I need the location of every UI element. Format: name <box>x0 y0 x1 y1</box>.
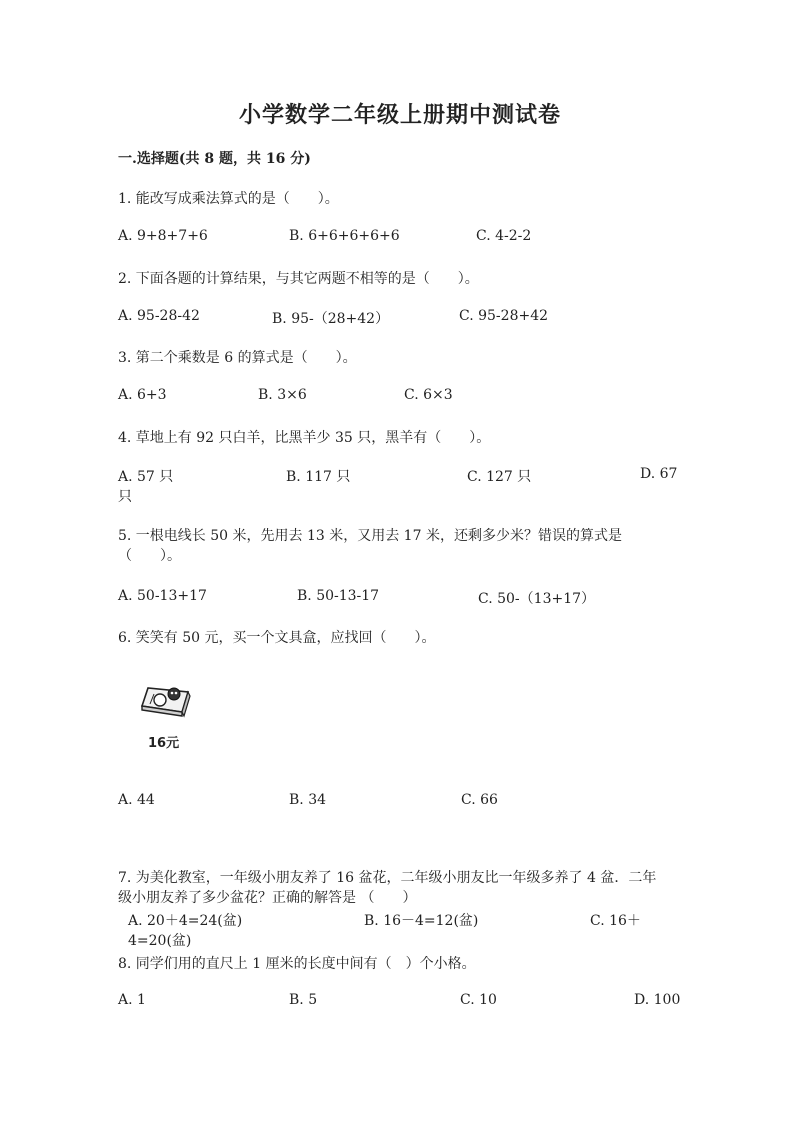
q8-option-a: A. 1 <box>118 992 146 1008</box>
q3-option-a: A. 6+3 <box>118 387 167 403</box>
question-3-stem: 3. 第二个乘数是 6 的算式是（ ）。 <box>118 350 357 366</box>
question-5-stem: 5. 一根电线长 50 米，先用去 13 米，又用去 17 米，还剩多少米？错误的算式是（ ）。 <box>118 528 622 564</box>
q5-option-c: C. 50-（13+17） <box>478 591 596 607</box>
q8-option-d: D. 100 <box>634 992 681 1008</box>
section-heading: 一.选择题(共 8 题，共 16 分) <box>118 151 311 167</box>
q2-option-a: A. 95-28-42 <box>118 308 200 324</box>
q4-option-d: D. 67 <box>640 466 678 482</box>
page-title: 小学数学二年级上册期中测试卷 <box>238 102 561 128</box>
q8-option-c: C. 10 <box>460 992 497 1008</box>
q4-option-c: C. 127 只 <box>467 469 532 485</box>
question-7-stem: 7. 为美化教室，一年级小朋友养了 16 盆花，二年级小朋友比一年级多养了 4 盆．二年级小朋友养了多少盆花？正确的解答是 （ ） <box>118 870 657 906</box>
q7-option-b: B. 16－4=12(盆) <box>364 913 479 929</box>
q4-option-b: B. 117 只 <box>286 469 351 485</box>
q7-option-c: C. 16＋ <box>590 913 641 929</box>
q8-option-b: B. 5 <box>289 992 318 1008</box>
q2-option-c: C. 95-28+42 <box>459 308 549 324</box>
question-4-stem: 4. 草地上有 92 只白羊，比黑羊少 35 只，黑羊有（ ）。 <box>118 430 491 446</box>
q5-option-a: A. 50-13+17 <box>118 588 207 604</box>
q6-option-b: B. 34 <box>289 792 327 808</box>
q6-option-c: C. 66 <box>461 792 498 808</box>
q3-option-c: C. 6×3 <box>404 387 453 403</box>
question-1-stem: 1. 能改写成乘法算式的是（ ）。 <box>118 191 339 207</box>
q6-option-a: A. 44 <box>118 792 155 808</box>
q7-option-c-cont: 4=20(盆) <box>128 933 192 949</box>
q1-option-b: B. 6+6+6+6+6 <box>289 228 400 244</box>
q4-option-d-unit: 只 <box>118 489 132 505</box>
q1-option-c: C. 4-2-2 <box>476 228 532 244</box>
q5-option-b: B. 50-13-17 <box>297 588 380 604</box>
q7-option-a: A. 20＋4=24(盆) <box>128 913 243 929</box>
price-label: 16元 <box>148 736 180 751</box>
question-2-stem: 2. 下面各题的计算结果，与其它两题不相等的是（ ）。 <box>118 271 479 287</box>
pencil-box-icon <box>138 680 194 724</box>
q1-option-a: A. 9+8+7+6 <box>118 228 208 244</box>
q3-option-b: B. 3×6 <box>258 387 307 403</box>
q2-option-b: B. 95-（28+42） <box>272 311 390 327</box>
question-6-stem: 6. 笑笑有 50 元，买一个文具盒，应找回（ ）。 <box>118 630 436 646</box>
q4-option-a: A. 57 只 <box>118 469 174 485</box>
question-8-stem: 8. 同学们用的直尺上 1 厘米的长度中间有（ ）个小格。 <box>118 956 476 972</box>
